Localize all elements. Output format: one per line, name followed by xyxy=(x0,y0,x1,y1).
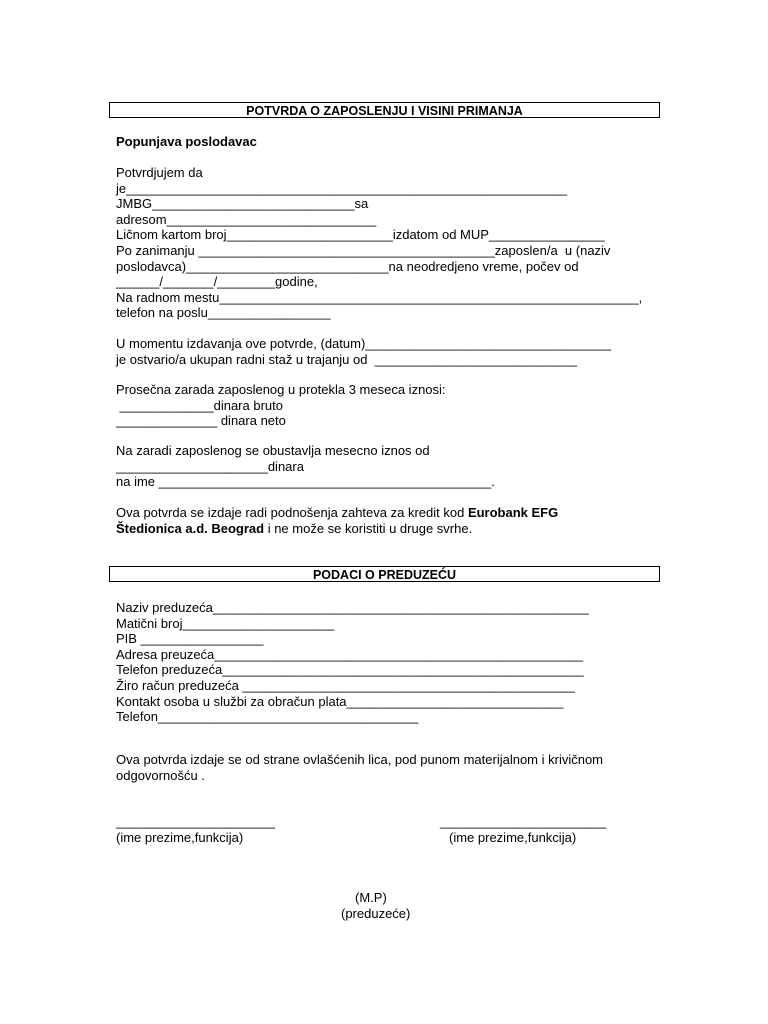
left-signature-line: ______________________ xyxy=(116,814,276,829)
closing-line-1: Ova potvrda izdaje se od strane ovlašćenih lica, pod punom materijalnom i krivičnom xyxy=(116,752,604,767)
company-section-title: PODACI O PREDUZEĆU xyxy=(109,566,660,582)
average-salary-line: Prosečna zarada zaposlenog u protekla 3 meseca iznosi: xyxy=(116,382,446,397)
purpose-line-1 xyxy=(116,505,558,521)
form-title: POTVRDA O ZAPOSLENJU I VISINI PRIMANJA xyxy=(109,102,660,118)
right-signature-line: _______________________ xyxy=(440,814,607,829)
company-name-field-line: Naziv preduzeća____________________________________________________ xyxy=(116,600,589,615)
stamp-company-label: (preduzeće) xyxy=(341,905,411,921)
contact-phone-field-line: Telefon____________________________________ xyxy=(116,709,419,725)
employer-section-label: Popunjava poslodavac xyxy=(116,134,257,149)
purpose-text: Ova potvrda se izdaje radi podnošenja zahteva za kredit kod xyxy=(116,505,468,520)
occupation-field-line: Po zanimanju _________________________________________zaposlen/a u (naziv xyxy=(116,243,611,258)
work-experience-field-line: je ostvario/a ukupan radni staž u trajanju od ____________________________ xyxy=(116,351,578,367)
name-field-line: je_____________________________________________________________ xyxy=(116,180,568,196)
purpose-line-2 xyxy=(116,521,472,537)
right-signature-label: (ime prezime,funkcija) xyxy=(449,829,577,845)
purpose-text-cont: i ne može se koristiti u druge svrhe. xyxy=(264,520,473,536)
id-card-field-line: Ličnom kartom broj_______________________izdatom od MUP________________ xyxy=(116,227,605,243)
deduction-line: Na zaradi zaposlenog se obustavlja mesecno iznos od xyxy=(116,443,430,458)
deduction-amount-field-line: _____________________dinara xyxy=(116,458,304,474)
start-date-field-line: ______/_______/________godine, xyxy=(116,274,318,290)
bank-name: Eurobank EFG xyxy=(467,505,559,520)
left-signature-label: (ime prezime,funkcija) xyxy=(116,829,244,845)
address-field-line: adresom_____________________________ xyxy=(116,211,377,227)
gross-salary-field-line: _____________dinara bruto xyxy=(116,397,283,413)
work-phone-field-line: telefon na poslu_________________ xyxy=(116,305,331,321)
registration-number-field-line: Matični broj_____________________ xyxy=(116,615,335,631)
payroll-contact-field-line: Kontakt osoba u službi za obračun plata______________________________ xyxy=(116,693,564,709)
company-address-field-line: Adresa preuzeća___________________________________________________ xyxy=(116,646,584,662)
closing-line-2: odgovornošću . xyxy=(116,767,205,783)
workplace-field-line: Na radnom mestu__________________________________________________________, xyxy=(116,289,643,305)
bank-name-cont: Štedionica a.d. Beograd xyxy=(116,520,265,536)
bank-account-field-line: Žiro račun preduzeća ______________________________________________ xyxy=(116,678,576,693)
pib-field-line: PIB _________________ xyxy=(116,631,264,647)
confirm-line: Potvrdjujem da xyxy=(116,165,203,180)
net-salary-field-line: ______________ dinara neto xyxy=(116,413,286,429)
employer-field-line: poslodavca)____________________________na neodredjeno vreme, počev od xyxy=(116,258,579,274)
company-phone-field-line: Telefon preduzeća__________________________________________________ xyxy=(116,662,584,678)
jmbg-field-line: JMBG____________________________sa xyxy=(116,196,369,212)
issue-date-field-line: U momentu izdavanja ove potvrde, (datum)__________________________________ xyxy=(116,336,612,351)
deduction-purpose-field-line: na ime ______________________________________________. xyxy=(116,474,495,490)
stamp-label: (M.P) xyxy=(355,890,387,905)
